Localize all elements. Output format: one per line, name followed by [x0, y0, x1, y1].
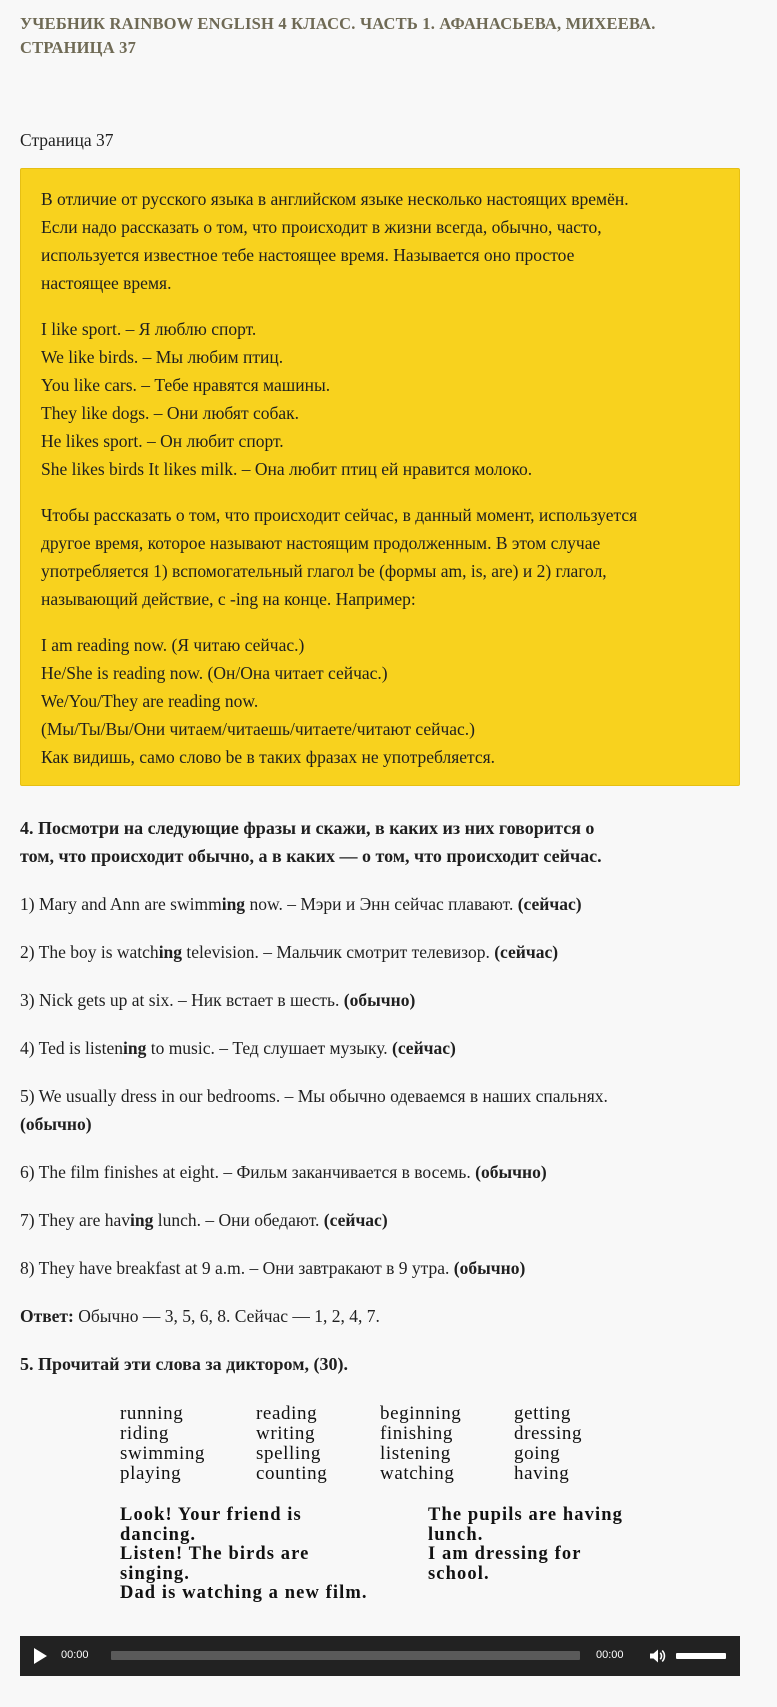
sentence-line: singing.: [120, 1563, 190, 1584]
sentence-line: school.: [428, 1563, 490, 1584]
item-ending: ing: [158, 942, 183, 962]
volume-icon[interactable]: [648, 1647, 666, 1665]
item-text: 7) They are hav: [20, 1210, 130, 1230]
example-line: Как видишь, само слово be в таких фразах не употребляется.: [41, 747, 496, 767]
sentence-line: lunch.: [428, 1524, 484, 1545]
exercise-item: [20, 890, 757, 918]
item-text: 4) Ted is listen: [20, 1038, 123, 1058]
word: listening: [380, 1443, 451, 1464]
volume-slider[interactable]: [676, 1653, 726, 1659]
item-answer-tag: (сейчас): [494, 942, 559, 962]
item-text: 1) Mary and Ann are swimm: [20, 894, 222, 914]
example-line: I am reading now. (Я читаю сейчас.): [41, 635, 305, 655]
item-answer-tag: (обычно): [343, 990, 416, 1010]
example-line: We/You/They are reading now.: [41, 691, 259, 711]
item-text: 8) They have breakfast at 9 a.m. – Они завтракают в 9 утра.: [20, 1258, 454, 1278]
item-text: to music. – Тед слушает музыку.: [146, 1038, 392, 1058]
item-ending: ing: [129, 1210, 154, 1230]
grammar-rule-box: [20, 168, 740, 786]
word-list: [120, 1404, 660, 1484]
sentence-line: Dad is watching a new film.: [120, 1583, 368, 1603]
exercise-item: [20, 1082, 757, 1138]
simple-examples: [41, 315, 719, 483]
exercise-4-heading: [20, 814, 757, 870]
audio-player: [20, 1636, 740, 1676]
page-title-line-1: УЧЕБНИК RAINBOW ENGLISH 4 КЛАСС. ЧАСТЬ 1. АФАНАСЬЕВА, МИХЕЕВА.: [20, 14, 656, 33]
word: spelling: [256, 1443, 321, 1464]
current-time: 00:00: [61, 1649, 89, 1662]
seek-bar[interactable]: [111, 1651, 580, 1660]
sentences-left-column: [120, 1506, 428, 1604]
word: beginning: [380, 1403, 462, 1424]
word: dressing: [514, 1423, 583, 1444]
rule-intro: [41, 185, 719, 297]
example-line: She likes birds It likes milk. – Она любит птиц ей нравится молоко.: [41, 459, 533, 479]
item-answer-tag: (сейчас): [517, 894, 582, 914]
sentence-line: dancing.: [120, 1524, 197, 1545]
exercise-item: [20, 1158, 757, 1186]
word: writing: [256, 1423, 316, 1444]
sentences-right-column: [428, 1506, 648, 1604]
item-answer-tag: (обычно): [20, 1114, 92, 1134]
word: watching: [380, 1463, 455, 1484]
word: riding: [120, 1423, 169, 1444]
rule-intro-line: используется известное тебе настоящее время. Называется оно простое: [41, 245, 575, 265]
rule-intro-line: Если надо рассказать о том, что происходит в жизни всегда, обычно, часто,: [41, 217, 602, 237]
example-line: (Мы/Ты/Вы/Они читаем/читаешь/читаете/читают сейчас.): [41, 719, 476, 739]
example-sentences: [120, 1506, 660, 1604]
item-text: lunch. – Они обедают.: [153, 1210, 324, 1230]
exercise-item: [20, 938, 757, 966]
word: reading: [256, 1403, 318, 1424]
continuous-examples: [41, 631, 719, 771]
example-line: You like cars. – Тебе нравятся машины.: [41, 375, 331, 395]
word: getting: [514, 1403, 571, 1424]
item-text: 3) Nick gets up at six. – Ник встает в шесть.: [20, 990, 344, 1010]
play-icon[interactable]: [34, 1648, 47, 1664]
item-text: television. – Мальчик смотрит телевизор.: [182, 942, 495, 962]
example-line: He/She is reading now. (Он/Она читает сейчас.): [41, 663, 388, 683]
answer-text: Обычно — 3, 5, 6, 8. Сейчас — 1, 2, 4, 7.: [73, 1306, 380, 1326]
duration: 00:00: [596, 1649, 624, 1662]
rule-intro-line: употребляется 1) вспомогательный глагол be (формы am, is, are) и 2) глагол,: [41, 561, 607, 581]
page-title: [20, 12, 757, 60]
sentence-line: Look! Your friend is: [120, 1505, 302, 1525]
exercise-item: [20, 1254, 757, 1282]
sentence-line: The pupils are having: [428, 1505, 623, 1525]
exercise-4-items: [20, 890, 757, 1282]
item-text: now. – Мэри и Энн сейчас плавают.: [245, 894, 518, 914]
example-line: I like sport. – Я люблю спорт.: [41, 319, 257, 339]
item-answer-tag: (обычно): [475, 1162, 547, 1182]
exercise-5-heading: 5. Прочитай эти слова за диктором, (30).: [20, 1354, 348, 1374]
word: going: [514, 1443, 561, 1464]
word: having: [514, 1463, 570, 1484]
word: counting: [256, 1463, 328, 1484]
exercise-4-heading-line: том, что происходит обычно, а в каких — о том, что происходит сейчас.: [20, 846, 602, 866]
page-subtitle: Страница 37: [20, 130, 114, 150]
item-text: 6) The film finishes at eight. – Фильм заканчивается в восемь.: [20, 1162, 476, 1182]
item-ending: ing: [221, 894, 246, 914]
item-ending: ing: [122, 1038, 147, 1058]
item-answer-tag: (обычно): [453, 1258, 526, 1278]
page-title-line-2: СТРАНИЦА 37: [20, 38, 137, 57]
sentence-line: I am dressing for: [428, 1544, 582, 1564]
rule-intro-line: другое время, которое называют настоящим продолженным. В этом случае: [41, 533, 601, 553]
exercise-item: [20, 1034, 757, 1062]
word: swimming: [120, 1443, 206, 1464]
exercise-4-heading-line: 4. Посмотри на следующие фразы и скажи, в каких из них говорится о: [20, 818, 595, 838]
sentence-line: Listen! The birds are: [120, 1544, 310, 1564]
rule-intro-line: В отличие от русского языка в английском языке несколько настоящих времён.: [41, 189, 629, 209]
word: running: [120, 1403, 184, 1424]
answer-label: Ответ:: [20, 1306, 74, 1326]
rule-intro-line: называющий действие, с -ing на конце. Например:: [41, 589, 416, 609]
exercise-4-answer: [20, 1302, 757, 1330]
exercise-item: [20, 986, 757, 1014]
example-line: They like dogs. – Они любят собак.: [41, 403, 300, 423]
word: finishing: [380, 1423, 453, 1444]
item-answer-tag: (сейчас): [392, 1038, 456, 1058]
rule-intro-line: Чтобы рассказать о том, что происходит сейчас, в данный момент, используется: [41, 505, 638, 525]
word: playing: [120, 1463, 182, 1484]
item-text: 5) We usually dress in our bedrooms. – Мы обычно одеваемся в наших спальнях.: [20, 1086, 608, 1106]
continuous-intro: [41, 501, 719, 613]
example-line: We like birds. – Мы любим птиц.: [41, 347, 284, 367]
textbook-scan-image: [120, 1404, 660, 1604]
exercise-item: [20, 1206, 757, 1234]
item-answer-tag: (сейчас): [323, 1210, 388, 1230]
example-line: He likes sport. – Он любит спорт.: [41, 431, 284, 451]
rule-intro-line: настоящее время.: [41, 273, 172, 293]
item-text: 2) The boy is watch: [20, 942, 159, 962]
